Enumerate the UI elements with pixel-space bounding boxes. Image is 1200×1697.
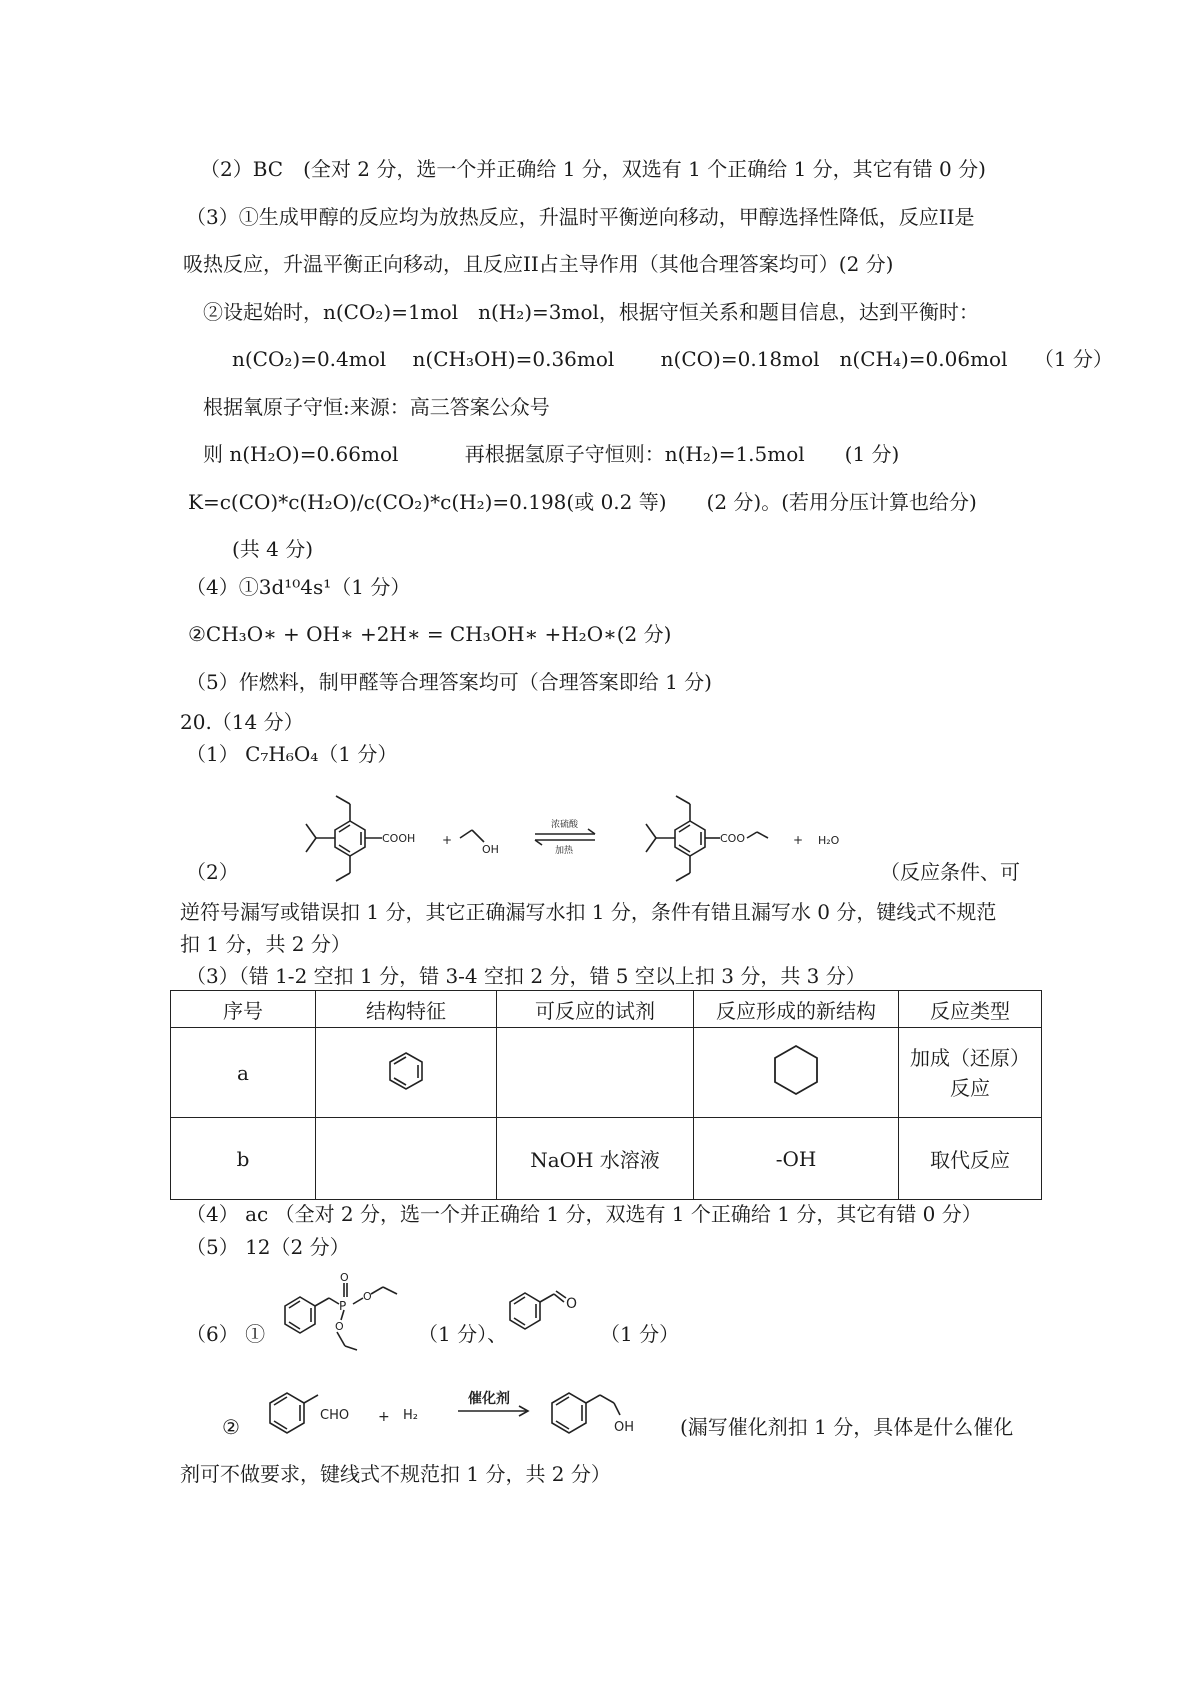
esterification-reaction <box>250 780 850 880</box>
answer-20-6-1-label: （6） ① <box>186 1322 266 1346</box>
plus-sign: + <box>793 833 804 847</box>
cyclohexane-structure <box>694 1028 899 1118</box>
ester-label: COO <box>720 832 745 845</box>
table-header: 结构特征 <box>316 991 497 1028</box>
row-id: b <box>171 1118 316 1200</box>
cyclohexane-icon <box>766 1040 826 1100</box>
water-label: H₂O <box>818 834 840 847</box>
answer-19-3-part1: （3）①生成甲醇的反应均为放热反应，升温时平衡逆向移动，甲醇选择性降低，反应II是 <box>186 205 975 229</box>
question-20-title: 20.（14 分） <box>180 710 304 734</box>
cho-label: CHO <box>320 1408 350 1423</box>
answer-20-6-2-note1: (漏写催化剂扣 1 分，具体是什么催化 <box>680 1415 1014 1439</box>
reduction-reaction <box>260 1375 700 1455</box>
answer-20-3-note: （3）（错 1-2 空扣 1 分，错 3-4 空扣 2 分，错 5 空以上扣 3 分，共 3 分） <box>186 964 866 988</box>
answer-19-3-part2: 吸热反应，升温平衡正向移动，且反应II占主导作用（其他合理答案均可）(2 分) <box>183 252 894 276</box>
benzene-structure <box>316 1028 497 1118</box>
cooh-label: COOH <box>382 832 416 845</box>
answer-20-6-1-score1: （1 分）、 <box>418 1322 508 1346</box>
oxygen-label: O <box>335 1320 344 1333</box>
new-structure: -OH <box>694 1118 899 1200</box>
answer-20-2-note2: 逆符号漏写或错误扣 1 分，其它正确漏写水扣 1 分，条件有错且漏写水 0 分，键线式不规范 <box>180 900 997 924</box>
answer-19-3-equilibrium: n(CO₂)=0.4mol n(CH₃OH)=0.36mol n(CO)=0.18mol n(CH₄)=0.06mol （1 分） <box>232 347 1113 371</box>
reagent-cell <box>497 1028 694 1118</box>
oxygen-label: O <box>340 1271 349 1284</box>
answer-19-3-setup: ②设起始时，n(CO₂)=1mol n(H₂)=3mol，根据守恒关系和题目信息，达到平衡时： <box>203 300 979 324</box>
table-header: 序号 <box>171 991 316 1028</box>
table-header: 反应形成的新结构 <box>694 991 899 1028</box>
table-header: 反应类型 <box>899 991 1042 1028</box>
answer-20-5: （5） 12（2 分） <box>186 1235 350 1259</box>
oxygen-label: O <box>363 1290 372 1303</box>
answer-20-4: （4） ac （全对 2 分，选一个并正确给 1 分，双选有 1 个正确给 1 分，其它有错 0 分） <box>186 1202 982 1226</box>
answer-19-3-k: K=c(CO)*c(H₂O)/c(CO₂)*c(H₂)=0.198(或 0.2 等) (2 分)。(若用分压计算也给分) <box>188 490 977 514</box>
answer-19-2: （2）BC (全对 2 分，选一个并正确给 1 分，双选有 1 个正确给 1 分，其它有错 0 分) <box>200 157 986 181</box>
table-row <box>171 1028 1042 1118</box>
plus-sign: + <box>442 833 453 847</box>
answer-19-5: （5）作燃料，制甲醛等合理答案均可（合理答案即给 1 分) <box>186 670 712 694</box>
answer-19-4-2: ②CH₃O∗ + OH∗ +2H∗ = CH₃OH∗ +H₂O∗(2 分) <box>188 622 672 646</box>
phosphonate-structure <box>275 1268 415 1358</box>
answer-20-1: （1） C₇H₆O₄（1 分） <box>186 742 398 766</box>
aldehyde-oxygen: O <box>566 1296 578 1312</box>
feature-cell <box>316 1118 497 1200</box>
answer-19-4-1: （4）①3d¹⁰4s¹（1 分） <box>186 575 411 599</box>
oh-label: OH <box>482 843 499 856</box>
condition-acid: 浓硫酸 <box>551 820 579 830</box>
answer-20-2-label: （2） <box>186 860 239 884</box>
reaction-table <box>170 990 1042 1200</box>
plus-sign: + <box>378 1409 390 1425</box>
phosphorus-label: P <box>339 1299 347 1313</box>
reaction-type: 加成（还原）反应 <box>899 1028 1042 1118</box>
benzaldehyde-structure <box>500 1282 600 1342</box>
hydroxyl-label: OH <box>614 1420 635 1435</box>
answer-20-2-note1: （反应条件、可 <box>880 860 1020 884</box>
hydrogen-label: H₂ <box>403 1408 418 1423</box>
reaction-type: 取代反应 <box>899 1118 1042 1200</box>
table-header: 可反应的试剂 <box>497 991 694 1028</box>
condition-heat: 加热 <box>555 846 574 856</box>
answer-20-6-1-score2: （1 分） <box>600 1322 680 1346</box>
answer-20-6-2-note2: 剂可不做要求，键线式不规范扣 1 分，共 2 分） <box>180 1462 611 1486</box>
answer-20-2-note3: 扣 1 分，共 2 分） <box>180 932 351 956</box>
catalyst-label: 催化剂 <box>468 1391 510 1407</box>
row-id: a <box>171 1028 316 1118</box>
benzene-icon <box>381 1045 431 1095</box>
answer-20-6-2-label: ② <box>222 1415 240 1439</box>
answer-19-3-total: (共 4 分) <box>232 537 314 561</box>
table-row <box>171 1118 1042 1200</box>
answer-19-3-oxygen: 根据氧原子守恒:来源：高三答案公众号 <box>203 395 550 419</box>
reagent-cell: NaOH 水溶液 <box>497 1118 694 1200</box>
answer-19-3-water: 则 n(H₂O)=0.66mol 再根据氢原子守恒则：n(H₂)=1.5mol (1 分) <box>203 442 900 466</box>
